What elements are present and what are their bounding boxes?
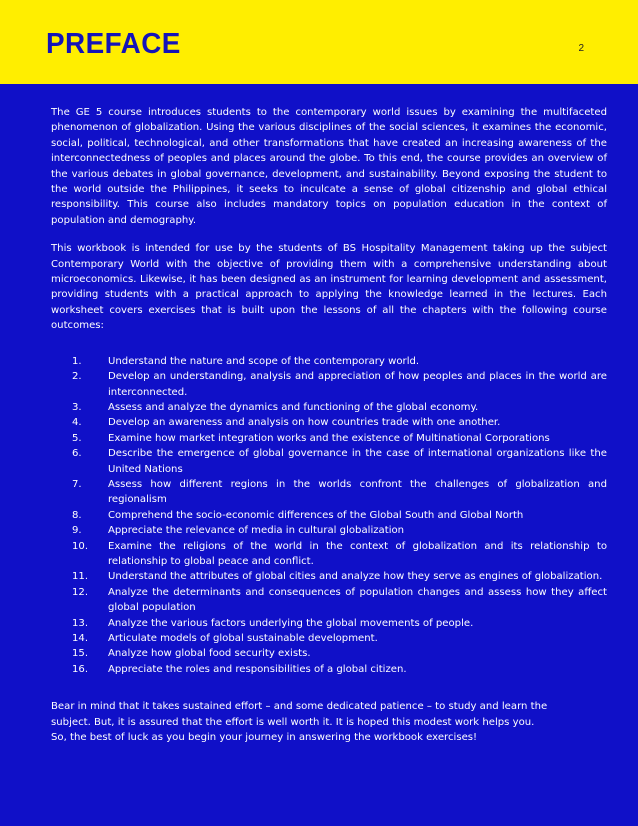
list-text: Analyze the determinants and consequences of population changes and assess how they affect global population xyxy=(108,586,607,614)
preface-content xyxy=(51,105,607,745)
list-text: Analyze the various factors underlying the global movements of people. xyxy=(108,617,474,629)
list-number: 6. xyxy=(72,448,82,460)
list-item xyxy=(51,646,607,661)
list-number: 9. xyxy=(72,525,82,537)
list-text: Appreciate the roles and responsibilities of a global citizen. xyxy=(108,663,407,675)
list-item xyxy=(51,446,607,477)
page-number: 2 xyxy=(578,43,584,54)
list-item xyxy=(51,569,607,584)
list-item xyxy=(51,616,607,631)
list-text: Understand the nature and scope of the contemporary world. xyxy=(108,355,420,367)
list-text: Examine the religions of the world in the context of globalization and its relationship to relationship to global peace and conflict. xyxy=(108,540,607,567)
list-text: Analyze how global food security exists. xyxy=(108,648,311,660)
page-title: PREFACE xyxy=(46,28,181,60)
list-number: 14. xyxy=(72,633,89,644)
course-outcomes-list xyxy=(51,354,607,678)
list-number: 1. xyxy=(72,355,82,367)
list-text: Develop an awareness and analysis on how countries trade with one another. xyxy=(108,417,501,429)
list-item xyxy=(51,585,607,616)
list-item xyxy=(51,400,607,415)
list-number: 10. xyxy=(72,540,89,552)
list-number: 15. xyxy=(72,648,89,660)
header-banner xyxy=(0,0,638,84)
list-item xyxy=(51,662,607,677)
intro-paragraph: The GE 5 course introduces students to the contemporary world issues by examining the multifaceted phenomenon of globalization. Using the various disciplines of the social sciences, it examines the economic, social, political, technological, and other transformations that have created an increasing awareness of the interconnectedness of peoples and places around the globe. To this end, the course provides an overview of the various debates in global governance, development, and sustainability. Beyond exposing the student to the world outside the Philippines, it seeks to inculcate a sense of global citizenship and global ethical responsibility. This course also includes mandatory topics on population education in the context of population and demography. xyxy=(51,107,607,226)
list-text: Describe the emergence of global governance in the case of international organizations like the United Nations xyxy=(108,448,607,475)
list-number: 16. xyxy=(72,663,89,675)
list-text: Assess how different regions in the worlds confront the challenges of globalization and regionalism xyxy=(108,478,607,506)
list-text: Understand the attributes of global cities and analyze how they serve as engines of globalization. xyxy=(108,571,603,583)
list-item xyxy=(51,508,607,523)
list-number: 11. xyxy=(72,571,89,583)
list-item xyxy=(51,354,607,369)
list-item xyxy=(51,369,607,400)
list-number: 7. xyxy=(72,478,82,490)
list-number: 2. xyxy=(72,371,82,383)
list-number: 5. xyxy=(72,432,82,444)
list-text: Articulate models of global sustainable development. xyxy=(108,633,378,644)
list-text: Develop an understanding, analysis and appreciation of how peoples and places in the world are interconnected. xyxy=(108,371,607,398)
list-number: 12. xyxy=(72,586,89,598)
list-item xyxy=(51,539,607,570)
list-text: Examine how market integration works and the existence of Multinational Corporations xyxy=(108,432,550,444)
list-item xyxy=(51,415,607,430)
list-text: Comprehend the socio-economic differences of the Global South and Global North xyxy=(108,509,524,521)
list-number: 13. xyxy=(72,617,89,629)
list-item xyxy=(51,431,607,446)
list-text: Appreciate the relevance of media in cultural globalization xyxy=(108,525,405,537)
closing-paragraph: Bear in mind that it takes sustained effort – and some dedicated patience – to study and learn the subject. But, it is assured that the effort is well worth it. It is hoped this modest work helps you. So, the best of luck as you begin your journey in answering the workbook exercises! xyxy=(51,701,548,744)
list-number: 8. xyxy=(72,509,82,521)
list-number: 3. xyxy=(72,401,82,413)
list-item xyxy=(51,477,607,508)
list-item xyxy=(51,631,607,646)
list-number: 4. xyxy=(72,417,82,429)
list-item xyxy=(51,523,607,538)
list-text: Assess and analyze the dynamics and functioning of the global economy. xyxy=(108,401,479,413)
workbook-paragraph: This workbook is intended for use by the students of BS Hospitality Management taking up the subject Contemporary World with the objective of providing them with a comprehensive understanding about microeconomics. Likewise, it has been designed as an instrument for learning development and assessment, providing students with a practical approach to applying the knowledge learned in the lectures. Each worksheet covers exercises that is built upon the lessons of all the chapters with the following course outcomes: xyxy=(51,243,607,332)
